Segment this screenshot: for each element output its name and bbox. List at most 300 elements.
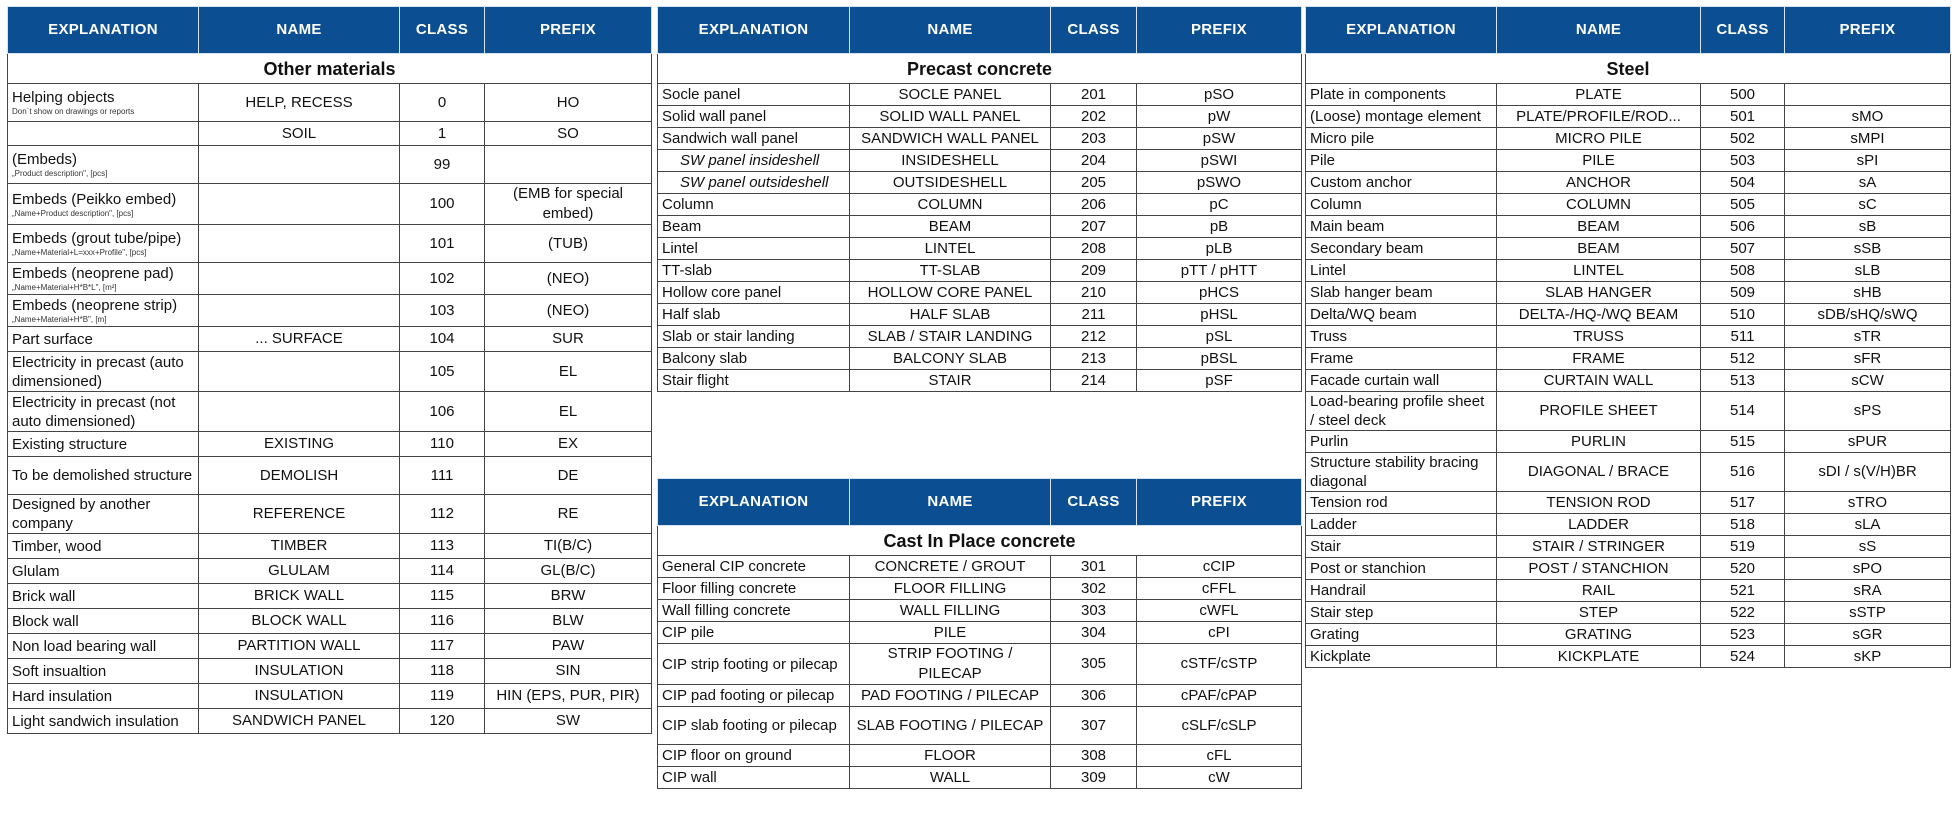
cell-explanation	[658, 600, 850, 622]
cell-name: PILE	[1497, 150, 1701, 172]
cell-prefix: sMO	[1785, 106, 1951, 128]
explanation-text: Delta/WQ beam	[1310, 306, 1417, 323]
section-title-row	[658, 526, 1302, 556]
cell-prefix: cSTF/cSTP	[1137, 644, 1302, 685]
cell-class: 205	[1051, 172, 1137, 194]
table-row	[1306, 392, 1951, 431]
cell-class: 214	[1051, 370, 1137, 392]
cell-explanation	[1306, 238, 1497, 260]
table-row	[1306, 128, 1951, 150]
cell-explanation	[1306, 150, 1497, 172]
table-row	[1306, 624, 1951, 646]
cell-class: 110	[400, 432, 485, 457]
explanation-text: Embeds (neoprene strip)	[12, 297, 178, 314]
table-row	[1306, 431, 1951, 453]
cip-concrete-panel	[657, 478, 1301, 789]
cell-class: 522	[1701, 602, 1785, 624]
header-row	[658, 7, 1302, 54]
cell-explanation	[658, 348, 850, 370]
header-explanation: EXPLANATION	[658, 7, 850, 54]
table-row	[8, 352, 652, 392]
cell-explanation	[8, 457, 199, 495]
explanation-text: Grating	[1310, 626, 1360, 643]
cell-explanation	[1306, 282, 1497, 304]
cell-explanation	[1306, 392, 1497, 431]
table-row	[1306, 172, 1951, 194]
cell-prefix: sB	[1785, 216, 1951, 238]
section-title: Steel	[1306, 54, 1951, 84]
cell-explanation	[658, 260, 850, 282]
header-class: CLASS	[1051, 7, 1137, 54]
cell-name: RAIL	[1497, 580, 1701, 602]
table-row	[1306, 492, 1951, 514]
cell-class: 204	[1051, 150, 1137, 172]
explanation-text: Half slab	[662, 306, 721, 323]
cell-prefix: (NEO)	[485, 295, 652, 327]
cell-prefix: pTT / pHTT	[1137, 260, 1302, 282]
cell-explanation	[1306, 304, 1497, 326]
cell-name: MICRO PILE	[1497, 128, 1701, 150]
cell-explanation	[658, 370, 850, 392]
cell-prefix: pSF	[1137, 370, 1302, 392]
explanation-text: To be demolished structure	[12, 467, 193, 484]
table-row	[8, 634, 652, 659]
cell-name	[199, 352, 400, 392]
cell-name: SANDWICH PANEL	[199, 709, 400, 734]
cell-prefix: sDI / s(V/H)BR	[1785, 453, 1951, 492]
cell-name: SOCLE PANEL	[850, 84, 1051, 106]
cell-name: TENSION ROD	[1497, 492, 1701, 514]
cell-explanation	[1306, 260, 1497, 282]
explanation-text: Glulam	[12, 562, 60, 580]
cell-explanation	[1306, 172, 1497, 194]
cell-prefix: EL	[485, 392, 652, 432]
explanation-text: Ladder	[1310, 516, 1357, 533]
cell-class: 514	[1701, 392, 1785, 431]
cell-explanation	[658, 238, 850, 260]
explanation-text: CIP floor on ground	[662, 747, 792, 764]
cell-prefix: BLW	[485, 609, 652, 634]
cell-class: 101	[400, 225, 485, 263]
explanation-text: Slab hanger beam	[1310, 284, 1433, 301]
cell-class: 106	[400, 392, 485, 432]
cell-name	[199, 295, 400, 327]
cell-prefix: sA	[1785, 172, 1951, 194]
cell-explanation	[8, 327, 199, 352]
cell-name: CURTAIN WALL	[1497, 370, 1701, 392]
explanation-text: CIP strip footing or pilecap	[662, 655, 838, 673]
cell-name: TIMBER	[199, 534, 400, 559]
explanation-text: CIP slab footing or pilecap	[662, 717, 837, 734]
table-row	[658, 260, 1302, 282]
other-materials-panel	[7, 6, 651, 734]
explanation-text: Designed by another company	[12, 496, 151, 532]
section-title-row	[658, 54, 1302, 84]
cell-explanation	[658, 578, 850, 600]
explanation-text: Stair step	[1310, 604, 1374, 621]
table-row	[658, 326, 1302, 348]
table-row	[1306, 150, 1951, 172]
table-row	[8, 684, 652, 709]
table-row	[8, 709, 652, 734]
cell-class: 202	[1051, 106, 1137, 128]
cell-class: 118	[400, 659, 485, 684]
cell-explanation	[8, 146, 199, 184]
explanation-text: Part surface	[12, 330, 93, 348]
table-row	[8, 534, 652, 559]
cell-name: SLAB HANGER	[1497, 282, 1701, 304]
table-row	[8, 263, 652, 295]
cell-class: 508	[1701, 260, 1785, 282]
cell-name: SLAB / STAIR LANDING	[850, 326, 1051, 348]
cell-explanation	[658, 556, 850, 578]
cell-name: FLOOR FILLING	[850, 578, 1051, 600]
cell-explanation	[658, 216, 850, 238]
table-row	[1306, 348, 1951, 370]
cell-class: 203	[1051, 128, 1137, 150]
steel-table	[1305, 6, 1951, 668]
cell-name: INSULATION	[199, 684, 400, 709]
cell-prefix: sS	[1785, 536, 1951, 558]
cell-name	[199, 146, 400, 184]
cell-name: INSULATION	[199, 659, 400, 684]
cell-name: COLUMN	[1497, 194, 1701, 216]
cell-class: 502	[1701, 128, 1785, 150]
cell-class: 206	[1051, 194, 1137, 216]
cell-class: 116	[400, 609, 485, 634]
cell-name: PAD FOOTING / PILECAP	[850, 685, 1051, 707]
cell-class: 516	[1701, 453, 1785, 492]
cell-explanation	[658, 282, 850, 304]
cell-class: 100	[400, 184, 485, 225]
table-row	[8, 584, 652, 609]
cell-name: LADDER	[1497, 514, 1701, 536]
cell-class: 305	[1051, 644, 1137, 685]
cell-name: STAIR / STRINGER	[1497, 536, 1701, 558]
explanation-text: Hollow core panel	[662, 284, 782, 301]
cell-explanation	[8, 392, 199, 432]
table-row	[1306, 304, 1951, 326]
header-explanation: EXPLANATION	[1306, 7, 1497, 54]
cell-explanation	[658, 767, 850, 789]
cell-class: 520	[1701, 558, 1785, 580]
cell-prefix: HO	[485, 84, 652, 122]
cell-class: 501	[1701, 106, 1785, 128]
cell-prefix: pC	[1137, 194, 1302, 216]
table-row	[8, 184, 652, 225]
precast-concrete-table	[657, 6, 1302, 392]
table-row	[1306, 238, 1951, 260]
cell-name: STAIR	[850, 370, 1051, 392]
cell-name: PLATE	[1497, 84, 1701, 106]
explanation-text: Facade curtain wall	[1310, 372, 1440, 389]
explanation-text: Handrail	[1310, 582, 1366, 599]
table-row	[1306, 216, 1951, 238]
explanation-text: Balcony slab	[662, 350, 748, 367]
explanation-text: Beam	[662, 218, 702, 235]
cell-class: 303	[1051, 600, 1137, 622]
cell-explanation	[8, 559, 199, 584]
explanation-text: Custom anchor	[1310, 174, 1412, 191]
cell-prefix: (TUB)	[485, 225, 652, 263]
header-row	[658, 479, 1302, 526]
cell-prefix: (NEO)	[485, 263, 652, 295]
explanation-text: CIP wall	[662, 769, 717, 786]
table-row	[1306, 514, 1951, 536]
explanation-text: Lintel	[1310, 262, 1346, 279]
cell-name: PURLIN	[1497, 431, 1701, 453]
header-prefix: PREFIX	[1785, 7, 1951, 54]
header-row	[8, 7, 652, 54]
cell-prefix: sPI	[1785, 150, 1951, 172]
cell-prefix: SUR	[485, 327, 652, 352]
cell-explanation	[1306, 348, 1497, 370]
table-row	[1306, 194, 1951, 216]
explanation-text: Lintel	[662, 240, 698, 257]
table-row	[658, 767, 1302, 789]
cell-name: PARTITION WALL	[199, 634, 400, 659]
cell-prefix: sSB	[1785, 238, 1951, 260]
explanation-text: Electricity in precast (not auto dimensioned)	[12, 393, 176, 430]
cell-prefix: DE	[485, 457, 652, 495]
table-row	[658, 622, 1302, 644]
cell-explanation	[658, 128, 850, 150]
explanation-text: Existing structure	[12, 435, 128, 453]
table-row	[8, 457, 652, 495]
explanation-text: TT-slab	[662, 262, 713, 279]
cell-name: BEAM	[1497, 216, 1701, 238]
table-row	[658, 128, 1302, 150]
cell-explanation	[1306, 514, 1497, 536]
explanation-text: Structure stability bracing diagonal	[1310, 454, 1479, 490]
table-row	[1306, 326, 1951, 348]
cell-name: ... SURFACE	[199, 327, 400, 352]
cell-name: INSIDESHELL	[850, 150, 1051, 172]
cell-prefix: BRW	[485, 584, 652, 609]
cell-class: 103	[400, 295, 485, 327]
steel-panel	[1305, 6, 1950, 668]
cell-prefix: pB	[1137, 216, 1302, 238]
cell-explanation	[1306, 453, 1497, 492]
cell-prefix: pBSL	[1137, 348, 1302, 370]
cell-name: SLAB FOOTING / PILECAP	[850, 707, 1051, 745]
cell-prefix: sPO	[1785, 558, 1951, 580]
cell-explanation	[8, 122, 199, 146]
cell-prefix	[485, 146, 652, 184]
cell-name: TRUSS	[1497, 326, 1701, 348]
table-row	[658, 644, 1302, 685]
explanation-text: Non load bearing wall	[12, 637, 157, 655]
header-name: NAME	[1497, 7, 1701, 54]
table-row	[658, 707, 1302, 745]
cell-class: 523	[1701, 624, 1785, 646]
cell-class: 513	[1701, 370, 1785, 392]
cell-explanation	[8, 495, 199, 534]
table-row	[658, 745, 1302, 767]
cell-explanation	[1306, 128, 1497, 150]
cell-prefix: pSWI	[1137, 150, 1302, 172]
cell-prefix: GL(B/C)	[485, 559, 652, 584]
cell-explanation	[1306, 536, 1497, 558]
header-name: NAME	[199, 7, 400, 54]
cell-explanation	[1306, 558, 1497, 580]
cell-explanation	[1306, 84, 1497, 106]
cell-explanation	[658, 326, 850, 348]
cell-class: 201	[1051, 84, 1137, 106]
cell-explanation	[8, 534, 199, 559]
explanation-text: Embeds (neoprene pad)	[12, 265, 174, 282]
table-row	[658, 194, 1302, 216]
cell-name: SANDWICH WALL PANEL	[850, 128, 1051, 150]
explanation-text: SW panel insideshell	[680, 152, 820, 169]
explanation-text: Socle panel	[662, 86, 741, 103]
explanation-text: Slab or stair landing	[662, 328, 795, 345]
explanation-text: Kickplate	[1310, 648, 1371, 665]
explanation-text: Soft insualtion	[12, 662, 107, 680]
cell-explanation	[8, 432, 199, 457]
explanation-note: Don`t show on drawings or reports	[12, 107, 135, 116]
explanation-text: Pile	[1310, 152, 1336, 169]
section-title-row	[8, 54, 652, 84]
cell-name: PILE	[850, 622, 1051, 644]
explanation-text: Wall filling concrete	[662, 602, 791, 619]
cell-name	[199, 184, 400, 225]
table-row	[658, 238, 1302, 260]
cell-name: SOIL	[199, 122, 400, 146]
explanation-text: Tension rod	[1310, 494, 1388, 511]
explanation-note: „Name+Product description", [pcs]	[12, 208, 134, 218]
cell-name: STRIP FOOTING / PILECAP	[850, 644, 1051, 685]
cell-name: PLATE/PROFILE/ROD...	[1497, 106, 1701, 128]
cell-class: 505	[1701, 194, 1785, 216]
table-row	[658, 600, 1302, 622]
explanation-text: Timber, wood	[12, 537, 102, 555]
header-row	[1306, 7, 1951, 54]
cell-explanation	[8, 709, 199, 734]
cell-class: 105	[400, 352, 485, 392]
explanation-text: Frame	[1310, 350, 1354, 367]
header-class: CLASS	[1051, 479, 1137, 526]
table-row	[1306, 282, 1951, 304]
explanation-note: „Name+Material+H*B", [m]	[12, 315, 107, 324]
explanation-text: Secondary beam	[1310, 240, 1424, 257]
section-title: Cast In Place concrete	[658, 526, 1302, 556]
cell-name: CONCRETE / GROUT	[850, 556, 1051, 578]
cell-explanation	[658, 106, 850, 128]
cell-class: 213	[1051, 348, 1137, 370]
cell-prefix: sRA	[1785, 580, 1951, 602]
explanation-text: Solid wall panel	[662, 108, 767, 125]
table-row	[1306, 84, 1951, 106]
cell-class: 208	[1051, 238, 1137, 260]
cell-class: 104	[400, 327, 485, 352]
cell-prefix: sC	[1785, 194, 1951, 216]
cell-name: TT-SLAB	[850, 260, 1051, 282]
cell-prefix: sPS	[1785, 392, 1951, 431]
explanation-text: Brick wall	[12, 587, 76, 605]
table-row	[8, 659, 652, 684]
cell-explanation	[8, 659, 199, 684]
cell-explanation	[1306, 492, 1497, 514]
cell-prefix: sTRO	[1785, 492, 1951, 514]
cell-prefix: cSLF/cSLP	[1137, 707, 1302, 745]
table-row	[8, 392, 652, 432]
table-row	[658, 578, 1302, 600]
explanation-text: Micro pile	[1310, 130, 1375, 147]
table-row	[1306, 370, 1951, 392]
cell-prefix: TI(B/C)	[485, 534, 652, 559]
explanation-text: SW panel outsideshell	[680, 174, 829, 191]
cell-class: 518	[1701, 514, 1785, 536]
cell-explanation	[1306, 106, 1497, 128]
table-row	[1306, 453, 1951, 492]
cell-name: BEAM	[850, 216, 1051, 238]
cell-class: 509	[1701, 282, 1785, 304]
cell-name: HALF SLAB	[850, 304, 1051, 326]
cell-name: COLUMN	[850, 194, 1051, 216]
cell-prefix: sHB	[1785, 282, 1951, 304]
explanation-text: Purlin	[1310, 433, 1349, 450]
cell-prefix: sGR	[1785, 624, 1951, 646]
cell-class: 503	[1701, 150, 1785, 172]
table-row	[8, 84, 652, 122]
cell-prefix: EX	[485, 432, 652, 457]
cell-prefix: EL	[485, 352, 652, 392]
explanation-text: Main beam	[1310, 218, 1385, 235]
cell-class: 517	[1701, 492, 1785, 514]
cell-name: REFERENCE	[199, 495, 400, 534]
cell-explanation	[8, 295, 199, 327]
table-row	[8, 122, 652, 146]
explanation-text: Load-bearing profile sheet / steel deck	[1310, 393, 1485, 429]
table-row	[8, 295, 652, 327]
table-row	[658, 304, 1302, 326]
cell-prefix: pW	[1137, 106, 1302, 128]
cell-explanation	[658, 194, 850, 216]
header-name: NAME	[850, 7, 1051, 54]
cell-name: HELP, RECESS	[199, 84, 400, 122]
table-row	[658, 106, 1302, 128]
table-row	[8, 225, 652, 263]
cell-explanation	[658, 685, 850, 707]
cell-class: 210	[1051, 282, 1137, 304]
cell-class: 119	[400, 684, 485, 709]
cell-name: WALL	[850, 767, 1051, 789]
cell-prefix: sKP	[1785, 646, 1951, 668]
table-row	[658, 370, 1302, 392]
cell-prefix: sPUR	[1785, 431, 1951, 453]
cell-prefix: pSW	[1137, 128, 1302, 150]
explanation-text: Column	[1310, 196, 1362, 213]
cell-class: 212	[1051, 326, 1137, 348]
cell-class: 304	[1051, 622, 1137, 644]
table-row	[8, 559, 652, 584]
explanation-text: Post or stanchion	[1310, 560, 1426, 577]
cell-prefix: SW	[485, 709, 652, 734]
cell-prefix: (EMB for special embed)	[485, 184, 652, 225]
table-row	[1306, 536, 1951, 558]
cell-explanation	[1306, 580, 1497, 602]
cell-class: 510	[1701, 304, 1785, 326]
cell-name: GRATING	[1497, 624, 1701, 646]
cell-prefix: sLA	[1785, 514, 1951, 536]
explanation-text: Truss	[1310, 328, 1347, 345]
cell-class: 117	[400, 634, 485, 659]
explanation-text: Hard insulation	[12, 687, 113, 705]
cell-name: DELTA-/HQ-/WQ BEAM	[1497, 304, 1701, 326]
cell-prefix: pHCS	[1137, 282, 1302, 304]
cell-explanation	[8, 225, 199, 263]
